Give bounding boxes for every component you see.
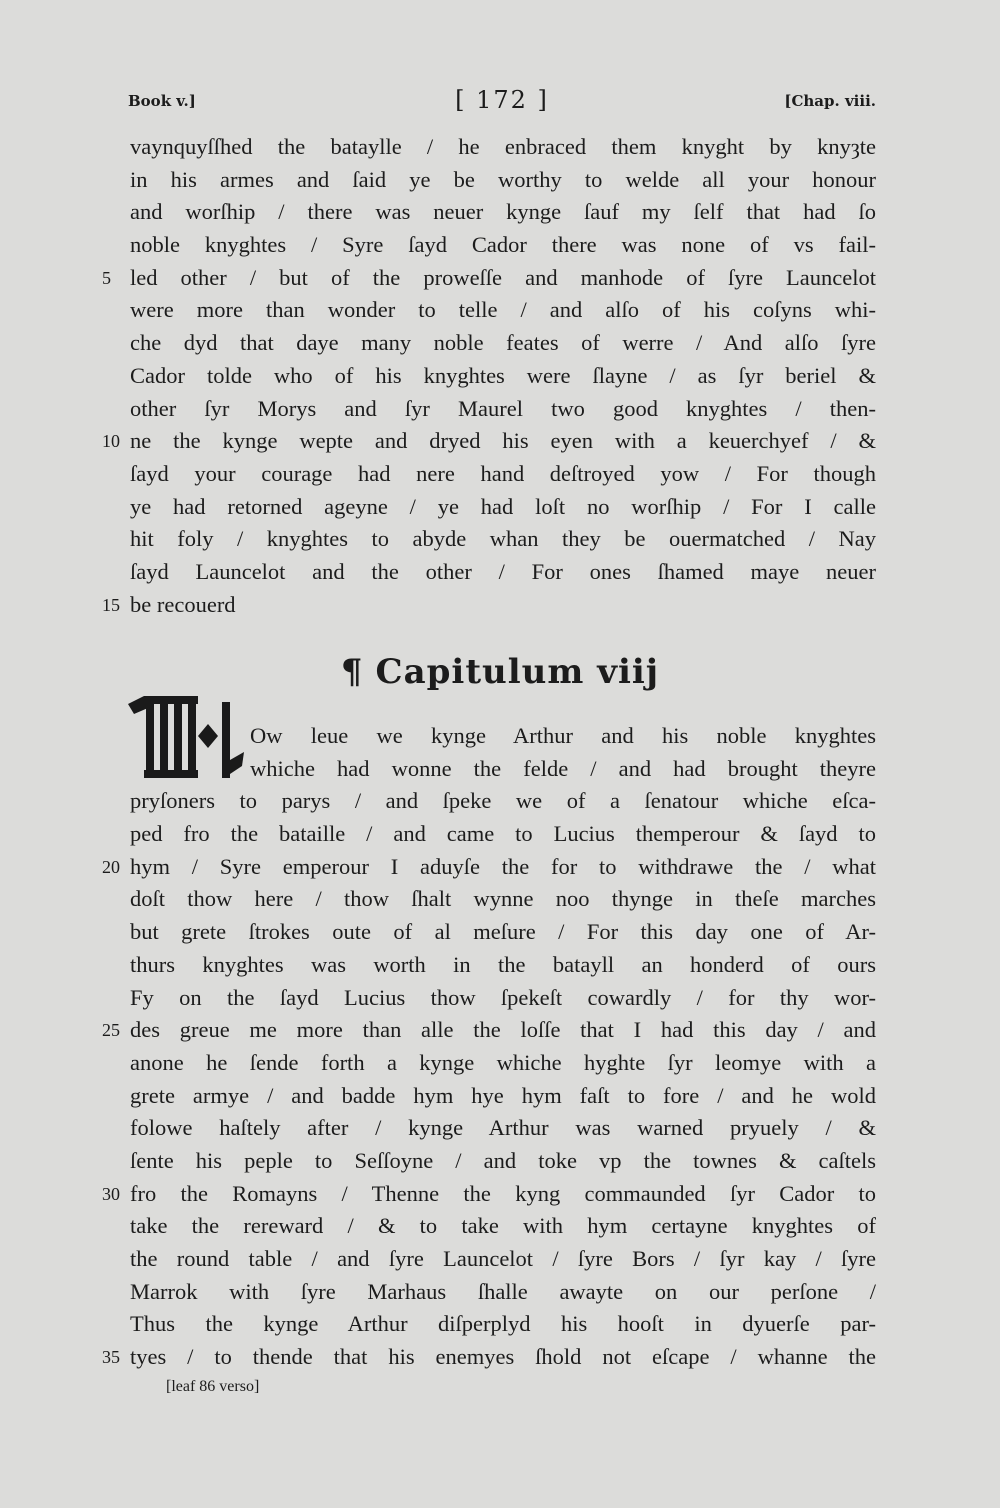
line-text: ſayd your courage had nere hand deſtroyed yow / For though [130, 460, 876, 486]
text-line [130, 360, 876, 393]
text-line [102, 1178, 876, 1211]
text-line [130, 1080, 876, 1113]
text-line [130, 327, 876, 360]
text-line [130, 131, 876, 164]
line-text: hit foly / knyghtes to abyde whan they be ouermatched / Nay [130, 526, 876, 552]
line-number: 15 [102, 594, 120, 615]
line-text: grete armye / and badde hym hye hym faſt to fore / and he wold [130, 1082, 876, 1108]
line-text: ne the kynge wepte and dryed his eyen with a keuerchyef / & [130, 428, 876, 454]
text-line [130, 916, 876, 949]
line-text: fro the Romayns / Thenne the kyng commaunded ſyr Cador to [130, 1180, 876, 1206]
text-line [130, 523, 876, 556]
text-line [130, 1047, 876, 1080]
line-text: Thus the kynge Arthur diſperplyd his hooſt in dyuerſe par- [130, 1311, 876, 1337]
text-line [102, 425, 876, 458]
line-text: in his armes and ſaid ye be worthy to welde all your honour [130, 166, 876, 192]
text-line [130, 164, 876, 197]
text-line [130, 1243, 876, 1276]
text-line [102, 1014, 876, 1047]
chapter-number: [Chap. viii. [784, 92, 876, 110]
line-text: Ow leue we kynge Arthur and his noble knyghtes [250, 723, 876, 748]
line-text: be recouerd [130, 591, 236, 617]
line-text: other ſyr Morys and ſyr Maurel two good knyghtes / then- [130, 395, 876, 421]
line-text: but grete ſtrokes oute of al meſure / For this day one of Ar- [130, 919, 876, 945]
line-text: ye had retorned ageyne / ye had loſt no worſhip / For I calle [130, 493, 876, 519]
line-text: led other / but of the proweſſe and manhode of ſyre Launcelot [130, 264, 876, 290]
running-header [128, 86, 876, 122]
line-text: ped fro the bataille / and came to Lucius themperour & ſayd to [130, 821, 876, 847]
text-line [130, 229, 876, 262]
line-text: thurs knyghtes was worth in the batayll an honderd of ours [130, 951, 876, 977]
text-block-2 [102, 720, 876, 1374]
line-text: and worſhip / there was neuer kynge ſauf my ſelf that had ſo [130, 199, 876, 225]
text-line [130, 196, 876, 229]
text-line [130, 1308, 876, 1341]
text-line [130, 491, 876, 524]
line-text: take the rereward / & to take with hym certayne knyghtes of [130, 1213, 876, 1239]
text-line [102, 589, 876, 622]
text-block-1 [102, 131, 876, 621]
text-line [130, 1210, 876, 1243]
line-text: Marrok with ſyre Marhaus ſhalle awayte on our perſone / [130, 1278, 876, 1304]
text-line [130, 556, 876, 589]
pilcrow-icon: ¶ [340, 652, 364, 692]
book-number: Book v.] [128, 92, 196, 110]
line-text: che dyd that daye many noble feates of werre / And alſo ſyre [130, 330, 876, 356]
line-text: whiche had wonne the felde / and had brought theyre [250, 755, 876, 781]
line-number: 20 [102, 856, 120, 877]
text-line [130, 1145, 876, 1178]
line-number: 35 [102, 1347, 120, 1368]
text-line [250, 720, 876, 753]
text-line [130, 1276, 876, 1309]
line-text: Cador tolde who of his knyghtes were ſlayne / as ſyr beriel & [130, 362, 876, 388]
line-text: hym / Syre emperour I aduyſe the for to withdrawe the / what [130, 853, 876, 879]
text-line [130, 883, 876, 916]
text-line [130, 982, 876, 1015]
text-line [130, 1112, 876, 1145]
line-text: Fy on the ſayd Lucius thow ſpekeſt cowardly / for thy wor- [130, 984, 876, 1010]
text-line [250, 753, 876, 786]
line-text: the round table / and ſyre Launcelot / ſyre Bors / ſyr kay / ſyre [130, 1246, 876, 1271]
line-text: des greue me more than alle the loſſe that I had this day / and [130, 1017, 876, 1043]
line-text: folowe haſtely after / kynge Arthur was warned pryuely / & [130, 1115, 876, 1141]
line-text: ſayd Launcelot and the other / For ones ſhamed maye neuer [130, 558, 876, 584]
line-text: pryſoners to parys / and ſpeke we of a ſenatour whiche eſca- [130, 788, 876, 814]
page-number: [ 172 ] [455, 86, 549, 114]
line-text: vaynquyſſhed the bataylle / he enbraced them knyght by knyȝte [130, 134, 876, 159]
line-text: were more than wonder to telle / and alſo of his coſyns whi- [130, 297, 876, 323]
text-line [102, 1341, 876, 1374]
text-line [102, 262, 876, 295]
line-number: 30 [102, 1183, 120, 1204]
line-text: tyes / to thende that his enemyes ſhold not eſcape / whanne the [130, 1344, 876, 1370]
text-line [130, 818, 876, 851]
initial-letter: N [126, 694, 127, 695]
chapter-title: Capitulum viij [375, 652, 660, 692]
line-text: noble knyghtes / Syre ſayd Cador there was none of vs fail- [130, 232, 876, 258]
line-text: ſente his peple to Seſſoyne / and toke vp the townes & caſtels [130, 1147, 876, 1173]
line-text: anone he ſende forth a kynge whiche hyghte ſyr leomye with a [130, 1049, 876, 1075]
text-line [130, 949, 876, 982]
text-line [130, 785, 876, 818]
chapter-heading [0, 652, 1000, 692]
leaf-note: [leaf 86 verso] [166, 1378, 260, 1395]
text-line [130, 458, 876, 491]
line-number: 25 [102, 1020, 120, 1041]
line-number: 5 [102, 267, 111, 288]
line-number: 10 [102, 431, 120, 452]
line-text: doſt thow here / thow ſhalt wynne noo thynge in theſe marches [130, 886, 876, 912]
text-line [130, 393, 876, 426]
text-line [102, 851, 876, 884]
text-line [130, 294, 876, 327]
